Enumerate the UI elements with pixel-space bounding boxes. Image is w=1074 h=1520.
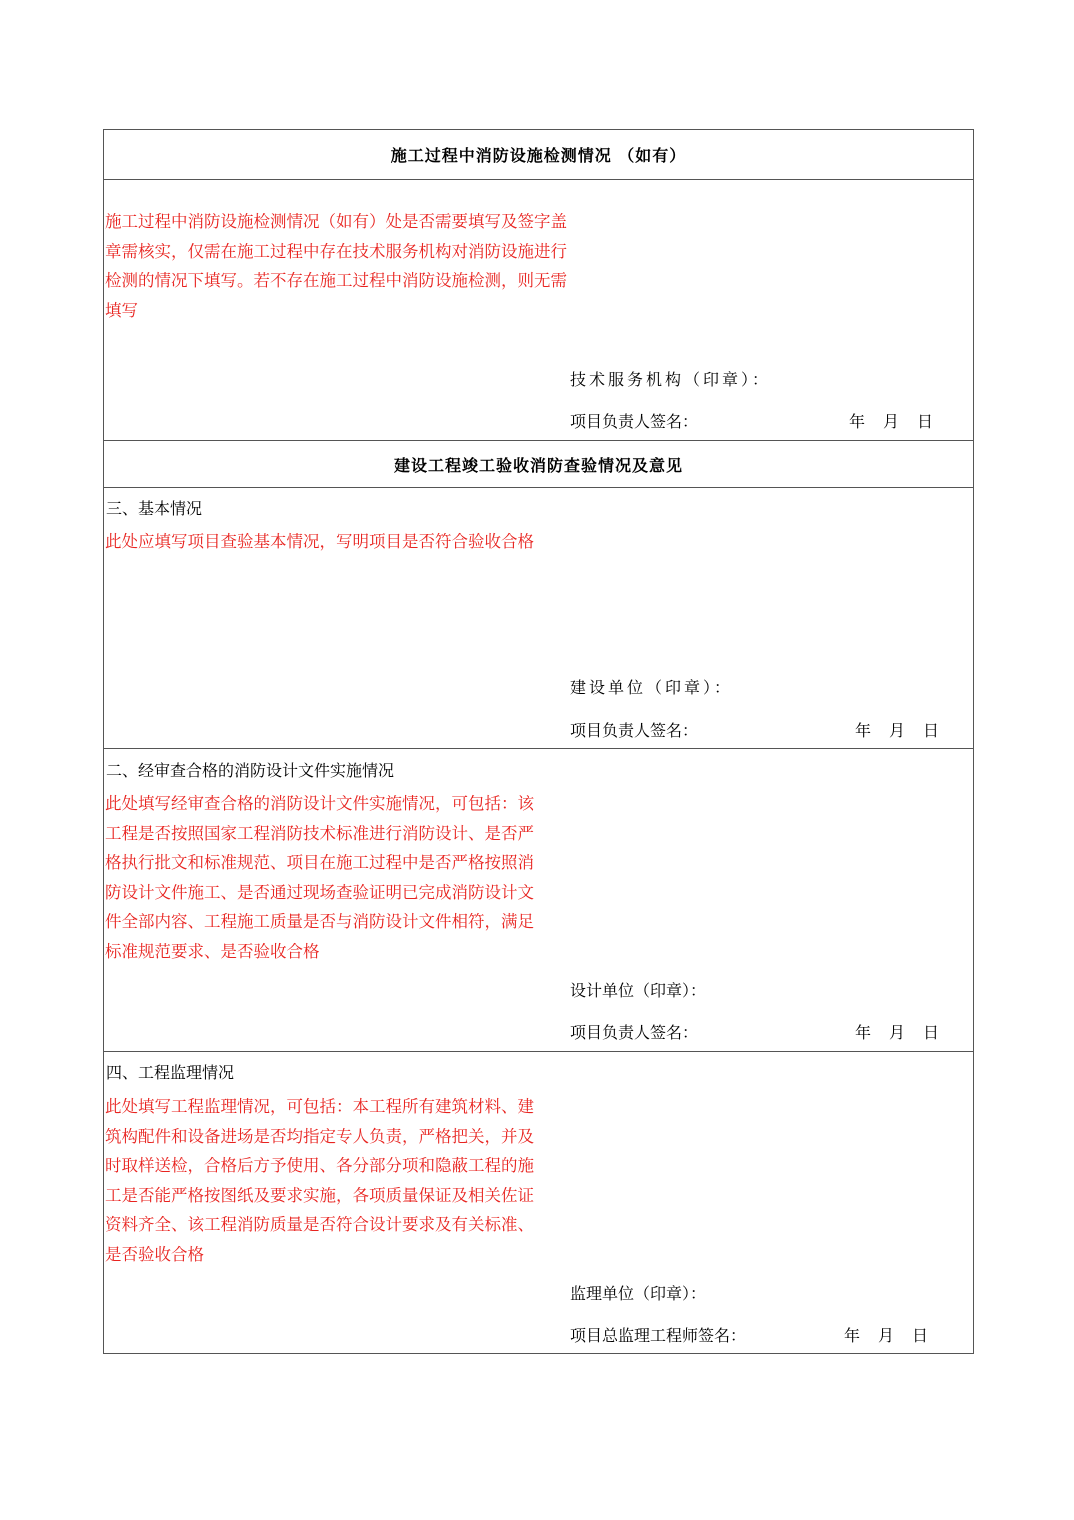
supervision-note: 此处填写工程监理情况，可包括：本工程所有建筑材料、建筑构配件和设备进场是否均指定专人负责，严格把关，并及时取样送检，合格后方予使用、各分部分项和隐蔽工程的施工是否能严格按图纸及要求实施，各项质量保证及相关佐证资料齐全、该工程消防质量是否符合设计要求及有关标准、是否验收合格 (105, 1097, 534, 1264)
date-month: 月 (889, 1023, 906, 1042)
date-month: 月 (883, 412, 900, 431)
basic-stamp-label: 建设单位（印章）： (570, 678, 734, 697)
inspection-section (104, 180, 973, 440)
supervision-section (104, 1052, 973, 1353)
date-year: 年 (844, 1326, 861, 1345)
design-sign-label: 项目负责人签名： (570, 1023, 699, 1042)
design-stamp-label: 设计单位（印章）： (570, 981, 707, 1000)
inspection-note: 施工过程中消防设施检测情况（如有）处是否需要填写及签字盖章需核实，仅需在施工过程中存在技术服务机构对消防设施进行检测的情况下填写。若不存在施工过程中消防设施检测，则无需填写 (105, 212, 567, 320)
date-day: 日 (923, 721, 940, 740)
acceptance-form-table (103, 129, 974, 1354)
inspection-sign-label: 项目负责人签名： (570, 412, 699, 431)
date-day: 日 (917, 412, 934, 431)
acceptance-section-header: 建设工程竣工验收消防查验情况及意见 (393, 455, 683, 475)
date-month: 月 (878, 1326, 895, 1345)
inspection-stamp-label: 技术服务机构（印章）： (570, 370, 772, 389)
date-year: 年 (855, 721, 872, 740)
basic-heading: 三、基本情况 (106, 499, 203, 518)
design-section (104, 749, 973, 1051)
inspection-section-header: 施工过程中消防设施检测情况 （如有） (390, 146, 687, 165)
date-month: 月 (889, 721, 906, 740)
date-day: 日 (923, 1023, 940, 1042)
design-date (855, 1023, 939, 1043)
supervision-date (844, 1326, 928, 1346)
date-year: 年 (855, 1023, 872, 1042)
design-note: 此处填写经审查合格的消防设计文件实施情况，可包括：该工程是否按照国家工程消防技术标准进行消防设计、是否严格执行批文和标准规范、项目在施工过程中是否严格按照消防设计文件施工、是否通过现场查验证明已完成消防设计文件全部内容、工程施工质量是否与消防设计文件相符，满足标准规范要求、是否验收合格 (105, 794, 534, 961)
basic-section (104, 488, 973, 748)
date-year: 年 (849, 412, 866, 431)
inspection-date (849, 412, 933, 432)
supervision-sign-label: 项目总监理工程师签名： (570, 1326, 747, 1345)
supervision-stamp-label: 监理单位（印章）： (570, 1284, 707, 1303)
design-heading: 二、经审查合格的消防设计文件实施情况 (106, 761, 395, 780)
date-day: 日 (912, 1326, 929, 1345)
supervision-heading: 四、工程监理情况 (106, 1063, 235, 1082)
basic-date (855, 721, 939, 741)
basic-note: 此处应填写项目查验基本情况，写明项目是否符合验收合格 (105, 532, 534, 551)
basic-sign-label: 项目负责人签名： (570, 721, 699, 740)
